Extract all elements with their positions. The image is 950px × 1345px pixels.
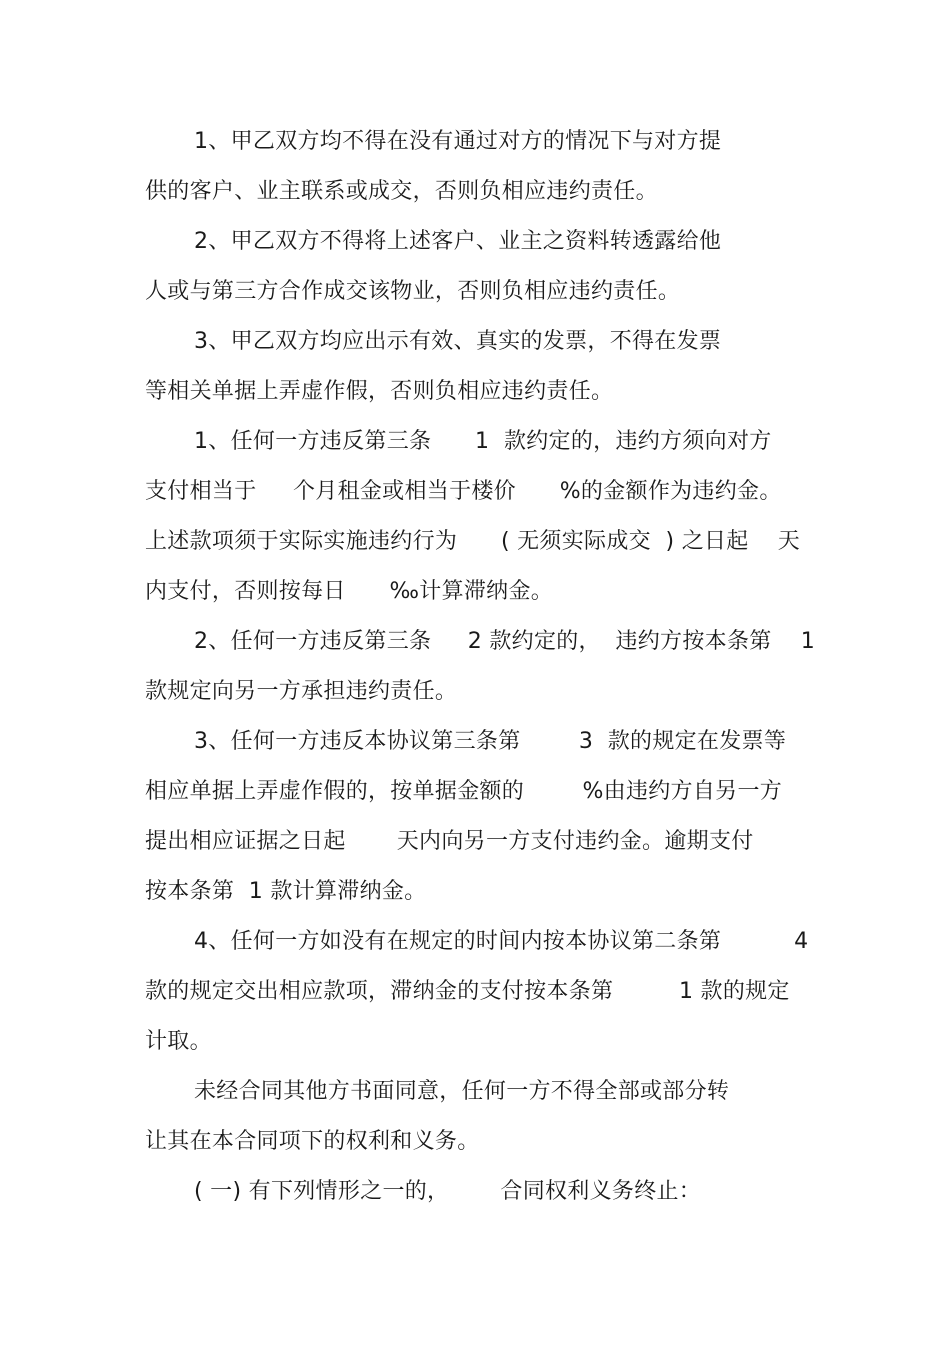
clause-2-line-2: 人或与第三方合作成交该物业，否则负相应违约责任。 <box>145 279 681 304</box>
termination-heading: ( 一) 有下列情形之一的， 合同权利义务终止： <box>194 1179 702 1204</box>
breach-1-line-1: 1、任何一方违反第三条 1 款约定的，违约方须向对方 <box>194 429 772 454</box>
breach-3-line-2: 相应单据上弄虚作假的，按单据金额的 %由违约方自另一方 <box>145 779 783 804</box>
breach-1-line-3: 上述款项须于实际实施违约行为 ( 无须实际成交 ) 之日起 天 <box>145 529 801 554</box>
clause-3-line-2: 等相关单据上弄虚作假，否则负相应违约责任。 <box>145 379 614 404</box>
breach-4-line-1: 4、任何一方如没有在规定的时间内按本协议第二条第 4 <box>194 929 809 954</box>
breach-3-line-4: 按本条第 1 款计算滞纳金。 <box>145 879 427 904</box>
breach-3-line-3: 提出相应证据之日起 天内向另一方支付违约金。逾期支付 <box>145 829 754 854</box>
transfer-line-2: 让其在本合同项下的权利和义务。 <box>145 1129 480 1154</box>
breach-2-line-2: 款规定向另一方承担违约责任。 <box>145 679 458 704</box>
clause-2-line-1: 2、甲乙双方不得将上述客户、业主之资料转透露给他 <box>194 229 722 254</box>
clause-1-line-2: 供的客户、业主联系或成交，否则负相应违约责任。 <box>145 179 658 204</box>
transfer-line-1: 未经合同其他方书面同意，任何一方不得全部或部分转 <box>194 1079 730 1104</box>
clause-1-line-1: 1、甲乙双方均不得在没有通过对方的情况下与对方提 <box>194 129 722 154</box>
breach-1-line-2: 支付相当于 个月租金或相当于楼价 %的金额作为违约金。 <box>145 479 782 504</box>
breach-4-line-2: 款的规定交出相应款项，滞纳金的支付按本条第 1 款的规定 <box>145 979 790 1004</box>
breach-2-line-1: 2、任何一方违反第三条 2 款约定的， 违约方按本条第 1 <box>194 629 816 654</box>
breach-4-line-3: 计取。 <box>145 1029 212 1054</box>
breach-3-line-1: 3、任何一方违反本协议第三条第 3 款的规定在发票等 <box>194 729 787 754</box>
breach-1-line-4: 内支付，否则按每日 ‰计算滞纳金。 <box>145 579 554 604</box>
clause-3-line-1: 3、甲乙双方均应出示有效、真实的发票，不得在发票 <box>194 329 722 354</box>
